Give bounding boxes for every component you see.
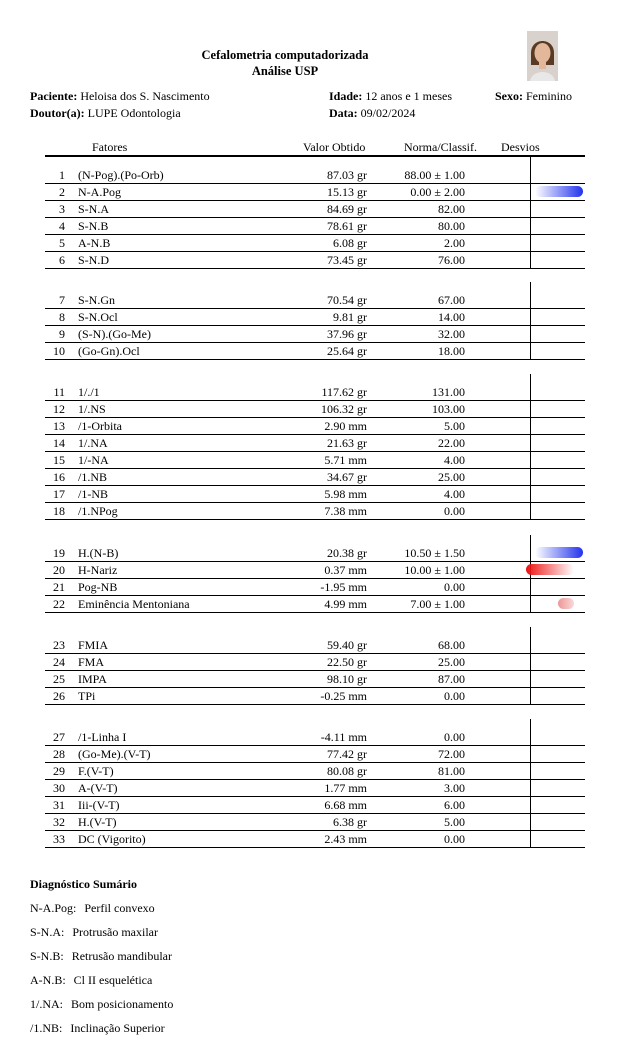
row-value: 20.38 gr	[327, 546, 367, 560]
diagnosis-key: A-N.B:	[30, 973, 66, 987]
diagnosis-key: 1/.NA:	[30, 997, 63, 1011]
diagnosis-value: Retrusão mandibular	[71, 949, 172, 963]
row-value: 15.13 gr	[327, 185, 367, 199]
row-factor: TPi	[78, 689, 96, 703]
row-number: 17	[53, 487, 65, 501]
table-row	[45, 291, 585, 309]
row-factor: A-(V-T)	[78, 781, 118, 795]
row-number: 9	[59, 327, 65, 341]
row-factor: Pog-NB	[78, 580, 118, 594]
row-value: 98.10 gr	[327, 672, 367, 686]
row-value: 0.37 mm	[324, 563, 367, 577]
row-factor: S-N.A	[78, 202, 110, 216]
row-number: 6	[59, 253, 65, 267]
row-norm: 4.00	[444, 453, 465, 467]
row-number: 29	[53, 764, 65, 778]
diagnosis-item	[30, 1021, 165, 1036]
row-norm: 0.00	[444, 730, 465, 744]
diagnosis-value: Inclinação Superior	[70, 1021, 165, 1035]
row-norm: 103.00	[432, 402, 465, 416]
col-header-value: Valor Obtido	[303, 140, 366, 154]
row-number: 10	[53, 344, 65, 358]
date-label: Data:	[329, 106, 358, 120]
row-norm: 32.00	[438, 327, 465, 341]
row-factor: H-Nariz	[78, 563, 118, 577]
row-norm: 3.00	[444, 781, 465, 795]
diagnosis-key: N-A.Pog:	[30, 901, 77, 915]
row-norm: 2.00	[444, 236, 465, 250]
row-value: 6.38 gr	[333, 815, 367, 829]
row-value: 22.50 gr	[327, 655, 367, 669]
row-number: 12	[53, 402, 65, 416]
row-number: 27	[53, 730, 65, 744]
doctor-line	[30, 106, 181, 121]
row-factor: S-N.D	[78, 253, 110, 267]
row-norm: 25.00	[438, 470, 465, 484]
row-norm: 82.00	[438, 202, 465, 216]
row-number: 30	[53, 781, 65, 795]
table-row	[45, 813, 585, 831]
row-norm: 88.00 ± 1.00	[404, 168, 465, 182]
table-row	[45, 400, 585, 418]
row-factor: N-A.Pog	[78, 185, 122, 199]
row-factor: Iii-(V-T)	[78, 798, 120, 812]
diagnosis-item	[30, 901, 155, 916]
table-row	[45, 183, 585, 201]
doctor-label: Doutor(a):	[30, 106, 85, 120]
row-number: 7	[59, 293, 65, 307]
row-number: 18	[53, 504, 65, 518]
table-row	[45, 434, 585, 452]
report-subtitle: Análise USP	[251, 64, 319, 78]
diagnosis-value: Protrusão maxilar	[72, 925, 158, 939]
row-norm: 10.50 ± 1.50	[404, 546, 465, 560]
row-factor: S-N.Ocl	[78, 310, 118, 324]
row-number: 13	[53, 419, 65, 433]
table-row	[45, 745, 585, 763]
row-norm: 0.00	[444, 832, 465, 846]
row-value: 78.61 gr	[327, 219, 367, 233]
date-value: 09/02/2024	[360, 106, 416, 120]
table-row	[45, 342, 585, 360]
row-norm: 80.00	[438, 219, 465, 233]
diagnosis-key: S-N.B:	[30, 949, 64, 963]
row-number: 24	[53, 655, 65, 669]
row-number: 8	[59, 310, 65, 324]
patient-label: Paciente:	[30, 89, 78, 103]
diagnosis-value: Bom posicionamento	[71, 997, 174, 1011]
row-value: -0.25 mm	[320, 689, 367, 703]
diagnosis-item	[30, 925, 158, 940]
row-norm: 87.00	[438, 672, 465, 686]
row-factor: FMA	[78, 655, 105, 669]
row-number: 1	[59, 168, 65, 182]
row-norm: 131.00	[432, 385, 465, 399]
row-norm: 0.00	[444, 580, 465, 594]
row-factor: S-N.B	[78, 219, 109, 233]
table-row	[45, 779, 585, 797]
row-number: 23	[53, 638, 65, 652]
diagnosis-key: S-N.A:	[30, 925, 65, 939]
row-factor: FMIA	[78, 638, 109, 652]
col-header-factors: Fatores	[92, 140, 128, 154]
deviation-bar	[535, 547, 583, 558]
row-factor: IMPA	[78, 672, 107, 686]
table-row	[45, 561, 585, 579]
table-row	[45, 796, 585, 814]
table-row	[45, 383, 585, 401]
row-factor: F.(V-T)	[78, 764, 114, 778]
row-factor: /1.NPog	[78, 504, 118, 518]
doctor-name: LUPE Odontologia	[87, 106, 181, 120]
patient-photo	[527, 31, 558, 81]
row-norm: 72.00	[438, 747, 465, 761]
row-value: 2.43 mm	[324, 832, 367, 846]
sex-line	[495, 89, 572, 104]
diagnosis-title: Diagnóstico Sumário	[30, 877, 138, 891]
row-norm: 81.00	[438, 764, 465, 778]
report-title: Cefalometria computadorizada	[201, 48, 369, 62]
row-norm: 7.00 ± 1.00	[410, 597, 465, 611]
row-number: 32	[53, 815, 65, 829]
age-value: 12 anos e 1 meses	[365, 89, 452, 103]
col-header-norm: Norma/Classif.	[404, 140, 477, 154]
row-value: 1.77 mm	[324, 781, 367, 795]
row-number: 20	[53, 563, 65, 577]
row-norm: 67.00	[438, 293, 465, 307]
row-value: 34.67 gr	[327, 470, 367, 484]
age-line	[329, 89, 452, 104]
date-line	[329, 106, 415, 121]
row-factor: 1/-NA	[78, 453, 109, 467]
row-value: 73.45 gr	[327, 253, 367, 267]
table-row	[45, 502, 585, 520]
row-value: 117.62 gr	[321, 385, 367, 399]
row-factor: A-N.B	[78, 236, 111, 250]
row-number: 3	[59, 202, 65, 216]
row-number: 14	[53, 436, 65, 450]
row-norm: 6.00	[444, 798, 465, 812]
row-factor: 1/./1	[78, 385, 100, 399]
table-row	[45, 653, 585, 671]
table-row	[45, 200, 585, 218]
row-value: 21.63 gr	[327, 436, 367, 450]
row-norm: 5.00	[444, 419, 465, 433]
deviation-bar	[526, 564, 574, 575]
table-row	[45, 485, 585, 503]
row-value: 77.42 gr	[327, 747, 367, 761]
row-value: 7.38 mm	[324, 504, 367, 518]
row-norm: 4.00	[444, 487, 465, 501]
row-value: 5.98 mm	[324, 487, 367, 501]
row-number: 21	[53, 580, 65, 594]
row-norm: 0.00	[444, 504, 465, 518]
row-value: 70.54 gr	[327, 293, 367, 307]
table-row	[45, 728, 585, 746]
table-row	[45, 451, 585, 469]
row-factor: S-N.Gn	[78, 293, 116, 307]
header-rule	[45, 155, 585, 157]
patient-name: Heloisa dos S. Nascimento	[80, 89, 210, 103]
table-row	[45, 830, 585, 848]
row-factor: (Go-Gn).Ocl	[78, 344, 140, 358]
row-value: 9.81 gr	[333, 310, 367, 324]
diagnosis-item	[30, 949, 172, 964]
row-factor: DC (Vigorito)	[78, 832, 146, 846]
row-factor: H.(N-B)	[78, 546, 119, 560]
row-norm: 0.00	[444, 689, 465, 703]
row-factor: /1-Orbita	[78, 419, 122, 433]
row-value: 2.90 mm	[324, 419, 367, 433]
row-number: 26	[53, 689, 65, 703]
row-factor: (S-N).(Go-Me)	[78, 327, 151, 341]
table-row	[45, 468, 585, 486]
row-value: 5.71 mm	[324, 453, 367, 467]
row-norm: 22.00	[438, 436, 465, 450]
row-norm: 76.00	[438, 253, 465, 267]
row-value: 87.03 gr	[327, 168, 367, 182]
row-number: 5	[59, 236, 65, 250]
row-factor: (N-Pog).(Po-Orb)	[78, 168, 164, 182]
table-row	[45, 417, 585, 435]
row-factor: (Go-Me).(V-T)	[78, 747, 151, 761]
row-number: 22	[53, 597, 65, 611]
table-row	[45, 544, 585, 562]
row-norm: 14.00	[438, 310, 465, 324]
sex-label: Sexo:	[495, 89, 523, 103]
row-norm: 0.00 ± 2.00	[410, 185, 465, 199]
row-number: 19	[53, 546, 65, 560]
table-row	[45, 762, 585, 780]
row-number: 2	[59, 185, 65, 199]
row-value: 37.96 gr	[327, 327, 367, 341]
row-value: -1.95 mm	[320, 580, 367, 594]
row-number: 16	[53, 470, 65, 484]
row-factor: Eminência Mentoniana	[78, 597, 190, 611]
row-factor: H.(V-T)	[78, 815, 117, 829]
row-factor: /1.NB	[78, 470, 108, 484]
row-norm: 68.00	[438, 638, 465, 652]
sex-value: Feminino	[526, 89, 573, 103]
row-value: 6.08 gr	[333, 236, 367, 250]
deviation-bar	[558, 598, 574, 609]
row-number: 4	[59, 219, 65, 233]
table-row	[45, 687, 585, 705]
row-number: 11	[53, 385, 65, 399]
row-value: 25.64 gr	[327, 344, 367, 358]
row-number: 25	[53, 672, 65, 686]
diagnosis-value: Cl II esquelética	[73, 973, 153, 987]
row-factor: /1-Linha I	[78, 730, 127, 744]
patient-line	[30, 89, 210, 104]
row-number: 31	[53, 798, 65, 812]
table-row	[45, 325, 585, 343]
row-value: -4.11 mm	[320, 730, 367, 744]
table-row	[45, 217, 585, 235]
row-norm: 5.00	[444, 815, 465, 829]
table-row	[45, 308, 585, 326]
diagnosis-item	[30, 997, 173, 1012]
row-value: 106.32 gr	[321, 402, 367, 416]
row-factor: /1-NB	[78, 487, 108, 501]
row-value: 80.08 gr	[327, 764, 367, 778]
diagnosis-value: Perfil convexo	[84, 901, 155, 915]
diagnosis-key: /1.NB:	[30, 1021, 63, 1035]
row-norm: 18.00	[438, 344, 465, 358]
row-value: 59.40 gr	[327, 638, 367, 652]
row-norm: 10.00 ± 1.00	[404, 563, 465, 577]
deviation-bar	[535, 186, 583, 197]
table-row	[45, 234, 585, 252]
table-row	[45, 578, 585, 596]
table-row	[45, 636, 585, 654]
row-factor: 1/.NA	[78, 436, 108, 450]
row-factor: 1/.NS	[78, 402, 106, 416]
row-norm: 25.00	[438, 655, 465, 669]
table-row	[45, 166, 585, 184]
table-row	[45, 251, 585, 269]
row-number: 15	[53, 453, 65, 467]
diagnosis-item	[30, 973, 152, 988]
row-value: 4.99 mm	[324, 597, 367, 611]
row-value: 84.69 gr	[327, 202, 367, 216]
age-label: Idade:	[329, 89, 363, 103]
row-number: 28	[53, 747, 65, 761]
row-value: 6.68 mm	[324, 798, 367, 812]
col-header-deviation: Desvios	[501, 140, 540, 154]
table-row	[45, 595, 585, 613]
row-number: 33	[53, 832, 65, 846]
table-row	[45, 670, 585, 688]
